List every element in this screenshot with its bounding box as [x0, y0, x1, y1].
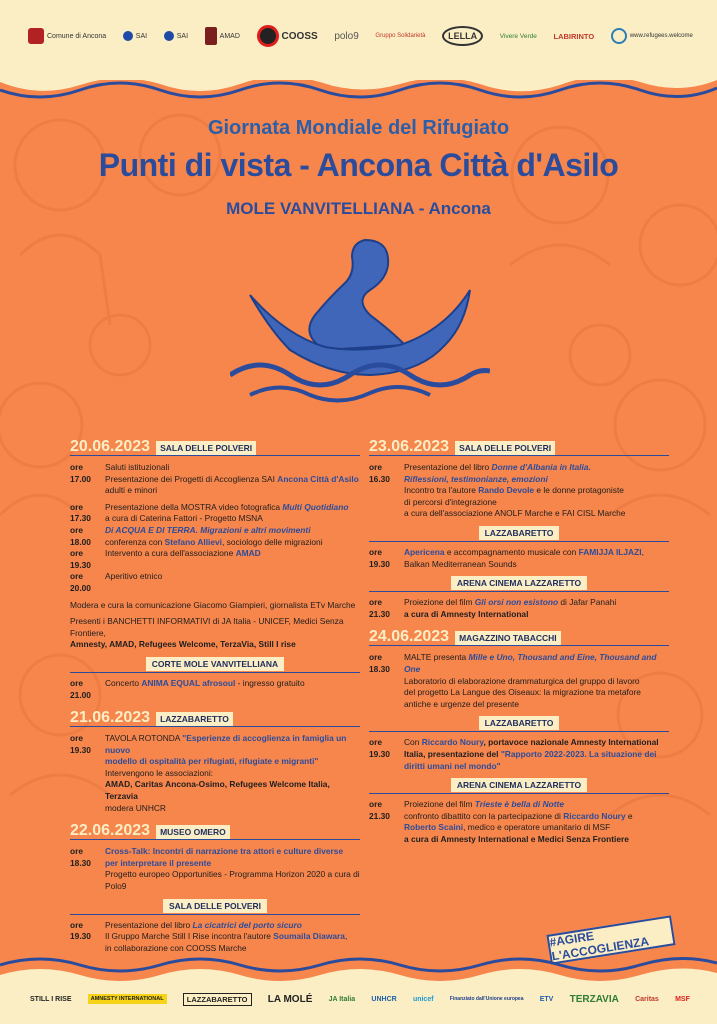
program-entry: ore 19.30 Con Riccardo Noury, portavoce nazionale Amnesty International Italia, presentazione del "Rapporto 2022-2023. La situazione dei diritti umani nel mondo" [369, 737, 659, 771]
bottom-logos [30, 984, 690, 1014]
section-corte-mole: CORTE MOLE VANVITELLIANA [70, 657, 360, 673]
logo-amnesty: AMNESTY INTERNATIONAL [88, 994, 167, 1004]
logo-ja-italia: JA Italia [328, 995, 356, 1003]
program-entry: ore 18.30 Cross-Talk: Incontri di narrazione tra attori e culture diverse per interpretare il presente Progetto europeo Opportunities - Programma Horizon 2020 a cura di Polo9 [70, 846, 360, 892]
day-header-22-06: 22.06.2023 MUSEO OMERO [70, 819, 360, 840]
section-arena-cinema: ARENA CINEMA LAZZARETTO [369, 576, 669, 592]
section-lazzabaretto: LAZZABARETTO [369, 526, 669, 542]
moderator-note: Modera e cura la comunicazione Giacomo Giampieri, giornalista ETv Marche [70, 599, 356, 610]
logo-lazzabaretto: LAZZABARETTO [183, 993, 252, 1006]
event-subtitle: Giornata Mondiale del Rifugiato [207, 117, 510, 139]
logo-etv: ETV [539, 995, 554, 1003]
program-entry: ore 19.30 Presentazione del libro La cicatrici del porto sicuro Il Gruppo Marche Still I Rise incontra l'autore Soumaila Diawara, in collaborazione con COOSS Marche [70, 919, 348, 953]
logo-gruppo-solidarieta: Gruppo Solidarietà [375, 33, 426, 39]
logo-msf: MSF [675, 995, 690, 1003]
program-entry: ore 20.00 Aperitivo etnico [70, 571, 163, 593]
logo-unhcr: UNHCR [371, 995, 397, 1003]
logo-amad: AMAD [205, 21, 240, 51]
section-sala-polveri: SALA DELLE POLVERI [70, 899, 360, 915]
logo-labirinto: LABIRINTO [553, 31, 595, 41]
day-header-21-06: 21.06.2023 LAZZABARETTO [70, 706, 360, 727]
event-title: Punti di vista - Ancona Città d'Asilo [98, 147, 619, 183]
program-entry: ore 18.00 Di ACQUA E DI TERRA. Migrazioni e altri movimenti conferenza con Stefano Allievi, sociologo delle migrazioni [70, 524, 323, 547]
boat-illustration [230, 235, 490, 405]
section-lazzabaretto-2: LAZZABARETTO [369, 716, 669, 732]
program-entry: ore 21.00 Concerto ANIMA EQUAL afrosoul - ingresso gratuito [70, 677, 305, 700]
logo-refugees-welcome: www.refugees.welcome [611, 21, 693, 51]
logo-cooss: COOSS [257, 21, 318, 51]
location-badge: SALA DELLE POLVERI [156, 441, 256, 455]
top-logos [28, 16, 693, 56]
hashtag-badge: #AGIRE L'ACCOGLIENZA [546, 915, 675, 964]
banchetti-note-2: Amnesty, AMAD, Refugees Welcome, TerzaVia, Still I rise [70, 639, 296, 650]
logo-sai-2: SAI [164, 21, 188, 51]
program-entry: ore 17.00 Saluti istituzionali Presentazione dei Progetti di Accoglienza SAI Ancona Città d'Asilo adulti e minori [70, 462, 359, 496]
date: 20.06.2023 [70, 438, 151, 455]
top-wave [0, 60, 717, 105]
logo-terzavia: TERZAVIA [569, 993, 619, 1005]
program-entry: ore 19.30 TAVOLA ROTONDA "Esperienze di accoglienza in famiglia un nuovo modello di ospitalità per rifugiati, rifugiate e migranti" Intervengono le associazioni: AMAD, Caritas Ancona-Osimo, Refugees Welcome Italia, Terzavia modera UNHCR [70, 733, 347, 813]
logo-unicef: unicef [412, 995, 434, 1003]
event-venue: MOLE VANVITELLIANA - Ancona [226, 199, 491, 218]
logo-comune-ancona: Comune di Ancona [28, 21, 106, 51]
logo-lella: LELLA [442, 26, 483, 46]
program-entry: ore 19.30 Intervento a cura dell'associazione AMAD [70, 548, 261, 570]
logo-eu: Finanziato dall'Unione europea [449, 996, 524, 1002]
day-header-20-06 [70, 435, 360, 456]
section-arena-cinema-2: ARENA CINEMA LAZZARETTO [369, 778, 669, 794]
day-header-24-06: 24.06.2023 MAGAZZINO TABACCHI [369, 625, 669, 646]
banchetti-note: Presenti i BANCHETTI INFORMATIVI di JA Italia - UNICEF, Medici Senza Frontiere, [70, 616, 344, 638]
program-right-column [369, 435, 669, 845]
program-entry: ore 16.30 Presentazione del libro Donne d'Albania in Italia. Riflessioni, testimonianze, emozioni Incontro tra l'autore Rando Devole e le donne protagoniste di percorsi d'integrazione a cura dell'associazione ANOLF Marche e FAI CISL Marche [369, 462, 626, 519]
logo-still-i-rise: STILL I RISE [30, 995, 72, 1003]
logo-vivere-verde: Vivere Verde [499, 32, 537, 40]
logo-caritas: Caritas [635, 995, 659, 1003]
logo-sai-1: SAI [123, 21, 147, 51]
program-entry: ore 21.30 Proiezione del film Gli orsi non esistono di Jafar Panahi a cura di Amnesty International [369, 597, 617, 619]
program-entry: ore 18.30 MALTE presenta Mille e Uno, Thousand and Eine, Thousand and One Laboratorio di elaborazione drammaturgica del gruppo di lavoro del progetto La Langue des Oiseaux: la migrazione tra metafore antiche e urgenze del presente [369, 652, 657, 709]
day-header-23-06: 23.06.2023 SALA DELLE POLVERI [369, 435, 669, 456]
program-entry: ore 19.30 Apericena e accompagnamento musicale con FAMIJJA ILJAZI, Balkan Mediterranean Sounds [369, 546, 644, 569]
program-left-column [70, 435, 360, 954]
logo-polo9: polo9 [334, 30, 359, 42]
program-entry: ore 21.30 Proiezione del film Trieste è bella di Notte confronto dibattito con la partecipazione di Riccardo Noury e Roberto Scaini, medico e operatore umanitario di MSF a cura di Amnesty International e Medici Senza Frontiere [369, 799, 633, 844]
logo-la-mole: LA MOLÉ [267, 993, 313, 1005]
program-entry: ore 17.30 Presentazione della MOSTRA video fotografica Multi Quotidiano a cura di Caterina Fattori - Progetto MSNA [70, 501, 349, 524]
